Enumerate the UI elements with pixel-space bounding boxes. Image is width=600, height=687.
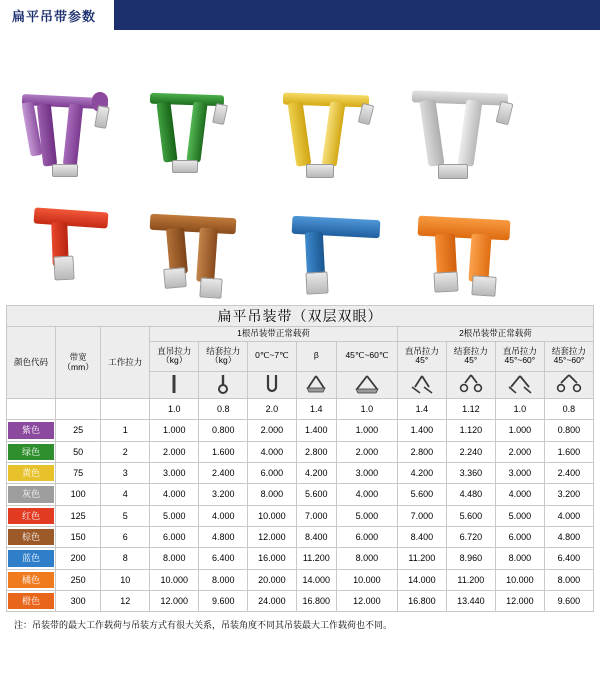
factor-row-blank-3 (101, 399, 150, 420)
factor-value: 2.0 (248, 399, 296, 420)
color-chip: 蓝色 (8, 550, 54, 566)
table-note: 注：吊装带的最大工作载荷与吊装方式有很大关系，吊装角度不同其吊装最大工作载荷也不同。 (14, 620, 393, 631)
row-value: 11.200 (296, 548, 336, 569)
icon-two-sling-choke-45 (446, 371, 495, 398)
color-chip: 橘色 (8, 572, 54, 588)
row-working-load: 8 (101, 548, 150, 569)
row-value: 0.800 (199, 420, 248, 441)
row-width: 125 (56, 505, 101, 526)
header-choke-3-label: 结套拉力 (551, 345, 586, 356)
row-value: 2.800 (397, 441, 446, 462)
factor-value: 0.8 (544, 399, 593, 420)
row-value: 3.000 (495, 462, 544, 483)
header-straight-3-label: 直吊拉力 (502, 345, 537, 356)
row-value: 4.200 (296, 462, 336, 483)
row-value: 9.600 (199, 590, 248, 611)
spec-table-wrap (0, 305, 600, 635)
factor-row-blank-1 (7, 399, 56, 420)
row-value: 7.000 (397, 505, 446, 526)
row-value: 6.400 (199, 548, 248, 569)
color-code-cell (7, 505, 56, 526)
row-working-load: 3 (101, 462, 150, 483)
table-row (7, 526, 594, 547)
table-row (7, 569, 594, 590)
product-photo-area (0, 30, 600, 305)
row-value: 2.400 (199, 462, 248, 483)
color-chip: 紫色 (8, 422, 54, 438)
row-width: 75 (56, 462, 101, 483)
row-value: 5.600 (397, 484, 446, 505)
row-value: 16.800 (397, 590, 446, 611)
row-width: 200 (56, 548, 101, 569)
row-value: 6.000 (337, 526, 398, 547)
row-value: 4.000 (199, 505, 248, 526)
color-chip: 橙色 (8, 593, 54, 609)
row-value: 6.000 (495, 526, 544, 547)
row-value: 5.600 (296, 484, 336, 505)
row-value: 4.000 (544, 505, 593, 526)
header-group-1: 1根吊装带正常载荷 (150, 327, 398, 342)
header-choke-3-angle: 45°~60° (553, 355, 585, 366)
row-value: 4.000 (495, 484, 544, 505)
row-value: 4.200 (397, 462, 446, 483)
icon-basket-lift (248, 371, 296, 398)
factor-value: 1.4 (296, 399, 336, 420)
row-value: 2.000 (495, 441, 544, 462)
table-row (7, 548, 594, 569)
table-row (7, 590, 594, 611)
header-straight-1-label: 直吊拉力 (157, 345, 192, 356)
row-width: 150 (56, 526, 101, 547)
color-code-cell (7, 590, 56, 611)
row-working-load: 4 (101, 484, 150, 505)
row-value: 1.400 (296, 420, 336, 441)
row-value: 9.600 (544, 590, 593, 611)
row-value: 3.360 (446, 462, 495, 483)
page-header-banner (0, 0, 600, 30)
header-color-code: 颜色代码 (7, 327, 56, 399)
factor-value: 0.8 (199, 399, 248, 420)
row-value: 10.000 (495, 569, 544, 590)
row-value: 1.000 (337, 420, 398, 441)
row-value: 3.200 (199, 484, 248, 505)
row-width: 250 (56, 569, 101, 590)
row-value: 14.000 (397, 569, 446, 590)
row-value: 1.000 (495, 420, 544, 441)
row-value: 10.000 (150, 569, 199, 590)
header-choke-2-label: 结套拉力 (453, 345, 488, 356)
color-code-cell (7, 420, 56, 441)
row-value: 16.800 (296, 590, 336, 611)
color-chip: 灰色 (8, 486, 54, 502)
row-value: 3.000 (337, 462, 398, 483)
table-title: 扁平吊装带（双层双眼） (7, 306, 594, 327)
header-choke-2-angle: 45° (464, 355, 478, 366)
table-title-row (7, 306, 594, 327)
table-group-row (7, 327, 594, 342)
header-straight-3 (495, 341, 544, 371)
header-straight-2-label: 直吊拉力 (404, 345, 439, 356)
row-working-load: 6 (101, 526, 150, 547)
row-value: 16.000 (248, 548, 296, 569)
header-beta-0-7: 0℃~7℃ (248, 341, 296, 371)
header-choke-1-label: 结套拉力 (206, 345, 241, 356)
row-value: 6.720 (446, 526, 495, 547)
row-value: 10.000 (248, 505, 296, 526)
header-width-unit: （mm） (62, 361, 94, 372)
row-value: 12.000 (248, 526, 296, 547)
icon-two-sling-straight-45 (397, 371, 446, 398)
color-code-cell (7, 484, 56, 505)
table-row (7, 505, 594, 526)
header-choke-2 (446, 341, 495, 371)
row-value: 3.200 (544, 484, 593, 505)
header-beta-45-60: 45℃~60℃ (337, 341, 398, 371)
row-value: 1.000 (150, 420, 199, 441)
row-value: 13.440 (446, 590, 495, 611)
row-value: 1.400 (397, 420, 446, 441)
header-straight-2 (397, 341, 446, 371)
color-chip: 绿色 (8, 444, 54, 460)
row-value: 8.000 (150, 548, 199, 569)
factor-value: 1.4 (397, 399, 446, 420)
color-code-cell (7, 441, 56, 462)
row-value: 5.000 (150, 505, 199, 526)
row-value: 8.000 (495, 548, 544, 569)
row-working-load: 1 (101, 420, 150, 441)
row-width: 300 (56, 590, 101, 611)
row-value: 5.000 (337, 505, 398, 526)
table-row (7, 462, 594, 483)
header-choke-1-unit: （kg） (210, 355, 237, 366)
row-value: 7.000 (296, 505, 336, 526)
color-code-cell (7, 462, 56, 483)
header-width (56, 327, 101, 399)
row-value: 6.000 (150, 526, 199, 547)
row-value: 2.000 (337, 441, 398, 462)
row-value: 1.120 (446, 420, 495, 441)
icon-angle-lift-60 (337, 371, 398, 398)
factor-row-blank-2 (56, 399, 101, 420)
page-title: 扁平吊带参数 (0, 0, 114, 30)
row-value: 1.600 (199, 441, 248, 462)
row-value: 3.000 (150, 462, 199, 483)
row-value: 4.000 (248, 441, 296, 462)
row-value: 0.800 (544, 420, 593, 441)
row-value: 8.400 (296, 526, 336, 547)
row-working-load: 2 (101, 441, 150, 462)
header-straight-3-angle: 45°~60° (504, 355, 536, 366)
color-code-cell (7, 526, 56, 547)
color-chip: 棕色 (8, 529, 54, 545)
row-value: 11.200 (397, 548, 446, 569)
row-value: 24.000 (248, 590, 296, 611)
header-straight-2-angle: 45° (415, 355, 429, 366)
factor-row (7, 399, 594, 420)
row-value: 2.000 (150, 441, 199, 462)
row-value: 8.000 (337, 548, 398, 569)
row-value: 2.240 (446, 441, 495, 462)
row-working-load: 12 (101, 590, 150, 611)
row-value: 5.000 (495, 505, 544, 526)
header-choke-1 (199, 341, 248, 371)
row-value: 2.000 (248, 420, 296, 441)
color-chip: 黄色 (8, 465, 54, 481)
table-row (7, 484, 594, 505)
header-working-load: 工作拉力 (101, 327, 150, 399)
row-value: 10.000 (337, 569, 398, 590)
row-value: 8.000 (544, 569, 593, 590)
header-choke-3 (544, 341, 593, 371)
row-value: 8.000 (248, 484, 296, 505)
row-value: 6.000 (248, 462, 296, 483)
row-value: 8.000 (199, 569, 248, 590)
factor-value: 1.12 (446, 399, 495, 420)
row-value: 2.800 (296, 441, 336, 462)
row-width: 25 (56, 420, 101, 441)
row-value: 12.000 (495, 590, 544, 611)
color-code-cell (7, 548, 56, 569)
header-straight-1 (150, 341, 199, 371)
row-value: 14.000 (296, 569, 336, 590)
row-width: 100 (56, 484, 101, 505)
factor-value: 1.0 (337, 399, 398, 420)
spec-table (6, 305, 594, 612)
color-chip: 红色 (8, 508, 54, 524)
row-value: 8.400 (397, 526, 446, 547)
factor-value: 1.0 (495, 399, 544, 420)
row-working-load: 5 (101, 505, 150, 526)
icon-two-sling-choke-60 (544, 371, 593, 398)
row-value: 20.000 (248, 569, 296, 590)
icon-straight-lift (150, 371, 199, 398)
row-width: 50 (56, 441, 101, 462)
row-value: 12.000 (337, 590, 398, 611)
header-width-label: 带宽 (69, 351, 87, 362)
table-row (7, 441, 594, 462)
row-value: 4.000 (150, 484, 199, 505)
row-value: 5.600 (446, 505, 495, 526)
row-value: 12.000 (150, 590, 199, 611)
factor-value: 1.0 (150, 399, 199, 420)
row-value: 4.800 (544, 526, 593, 547)
icon-choke-lift (199, 371, 248, 398)
color-code-cell (7, 569, 56, 590)
row-value: 2.400 (544, 462, 593, 483)
row-value: 6.400 (544, 548, 593, 569)
row-value: 1.600 (544, 441, 593, 462)
row-working-load: 10 (101, 569, 150, 590)
icon-angle-lift-45 (296, 371, 336, 398)
row-value: 4.000 (337, 484, 398, 505)
row-value: 4.480 (446, 484, 495, 505)
row-value: 8.960 (446, 548, 495, 569)
icon-two-sling-straight-60 (495, 371, 544, 398)
row-value: 4.800 (199, 526, 248, 547)
table-row (7, 420, 594, 441)
row-value: 11.200 (446, 569, 495, 590)
header-beta-label: β (296, 341, 336, 371)
header-group-2: 2根吊装带正常载荷 (397, 327, 593, 342)
header-straight-1-unit: （kg） (161, 355, 188, 366)
